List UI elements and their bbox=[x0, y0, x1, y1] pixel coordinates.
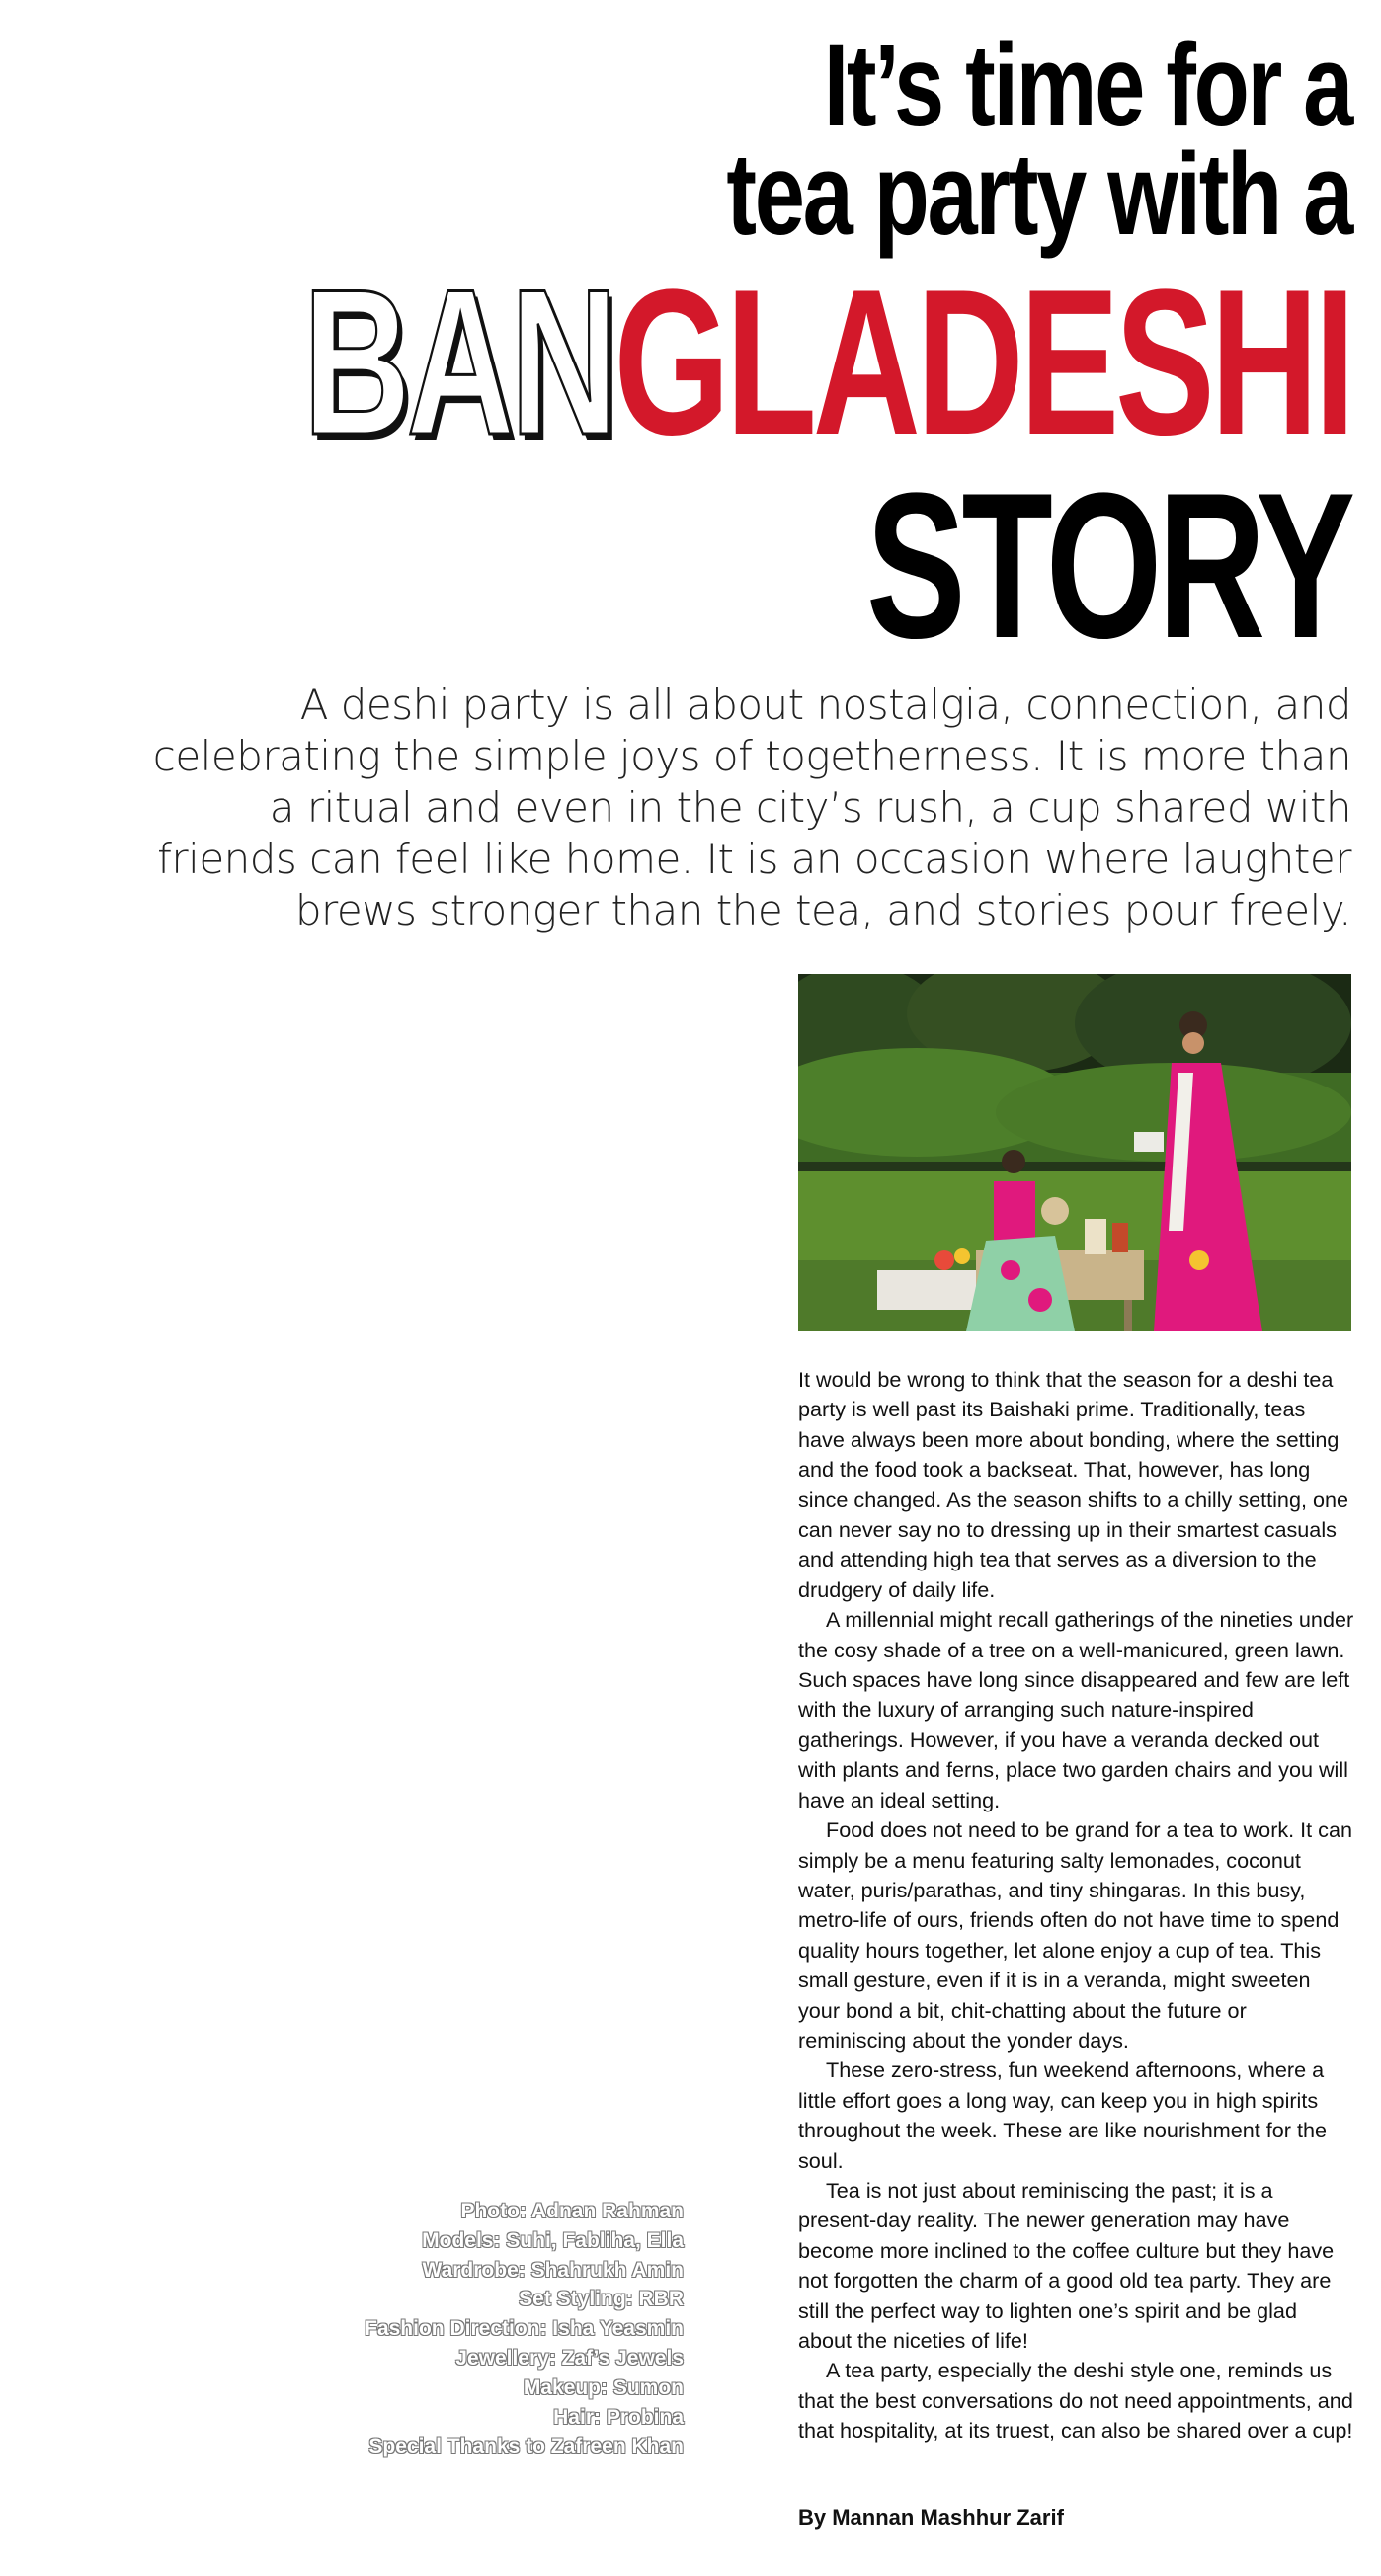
headline-line-3 bbox=[302, 246, 1351, 478]
byline: By Mannan Mashhur Zarif bbox=[798, 2505, 1064, 2530]
credit-line: Makeup: Sumon bbox=[523, 2375, 684, 2399]
credit-line: Photo: Adnan Rahman bbox=[460, 2200, 684, 2222]
article-paragraph-5: Tea is not just about reminiscing the past; it is a present-day reality. The newer generation may have become more inclined to the coffee culture but they have not forgotten the charm of a good old tea party. They are still the perfect way to lighten one’s spirit and be glad about the niceties of life! bbox=[798, 2177, 1335, 2353]
credit-line: Wardrobe: Shahrukh Amin bbox=[422, 2258, 684, 2282]
article-paragraph-1: It would be wrong to think that the season for a deshi tea party is well past its Baishaki prime. Traditionally, teas have always been more about bonding, where the setting and the food took a backseat. That, however, has long since changed. As the season shifts to a chilly setting, one can never say no to dressing up in their smartest casuals and attending high tea that serves as a diversion to the drudgery of daily life. bbox=[798, 1367, 1348, 1602]
article-paragraph-3: Food does not need to be grand for a tea to work. It can simply be a menu featuring salty lemonades, coconut water, puris/parathas, and tiny shingaras. In this busy, metro-life of ours, friends often do not have time to spend quality hours together, let alone enjoy a cup of tea. This small gesture, even if it is in a veranda, might sweeten your bond a bit, chit-chatting about the future or reminiscing about the yonder days. bbox=[798, 1817, 1352, 2053]
article-body bbox=[798, 1365, 1354, 2447]
tea-party-illustration bbox=[798, 974, 1351, 1331]
credit-line: Jewellery: Zaf’s Jewels bbox=[455, 2346, 684, 2370]
article-paragraph-6: A tea party, especially the deshi style one, reminds us that the best conversations do not need appointments, and that hospitality, at its truest, can also be shared over a cup! bbox=[798, 2358, 1353, 2444]
photo-credits bbox=[365, 2197, 684, 2461]
headline-outline-word: BAN bbox=[302, 246, 614, 478]
headline-line-4: STORY bbox=[866, 449, 1351, 682]
credit-line: Hair: Probina bbox=[553, 2405, 684, 2429]
credit-line: Models: Suhi, Fabliha, Ella bbox=[422, 2228, 684, 2252]
intro-paragraph: A deshi party is all about nostalgia, connection, and celebrating the simple joys of togetherness. It is more than a ritual and even in the city’s rush, a cup shared with friends can feel like home. It is an occasion where laughter brews stronger than the tea, and stories pour freely. bbox=[152, 681, 1351, 934]
article-paragraph-2: A millennial might recall gatherings of the nineties under the cosy shade of a tree on a well-manicured, green lawn. Such spaces have long since disappeared and few are left with the luxury of arranging such nature-inspired gatherings. However, if you have a veranda decked out with plants and ferns, place two garden chairs and you will have an ideal setting. bbox=[798, 1607, 1354, 1812]
credit-line: Special Thanks to Zafreen Khan bbox=[368, 2435, 684, 2458]
tea-party-photo bbox=[798, 974, 1351, 1331]
headline-red-word: GLADESHI bbox=[613, 246, 1351, 478]
article-paragraph-4: These zero-stress, fun weekend afternoons, where a little effort goes a long way, can keep you in high spirits throughout the week. These are like nourishment for the soul. bbox=[798, 2057, 1327, 2173]
headline-line-1: It’s time for a bbox=[823, 21, 1351, 151]
credit-line: Fashion Direction: Isha Yeasmin bbox=[365, 2317, 684, 2341]
credit-line: Set Styling: RBR bbox=[519, 2288, 684, 2311]
headline-line-2: tea party with a bbox=[726, 129, 1351, 260]
